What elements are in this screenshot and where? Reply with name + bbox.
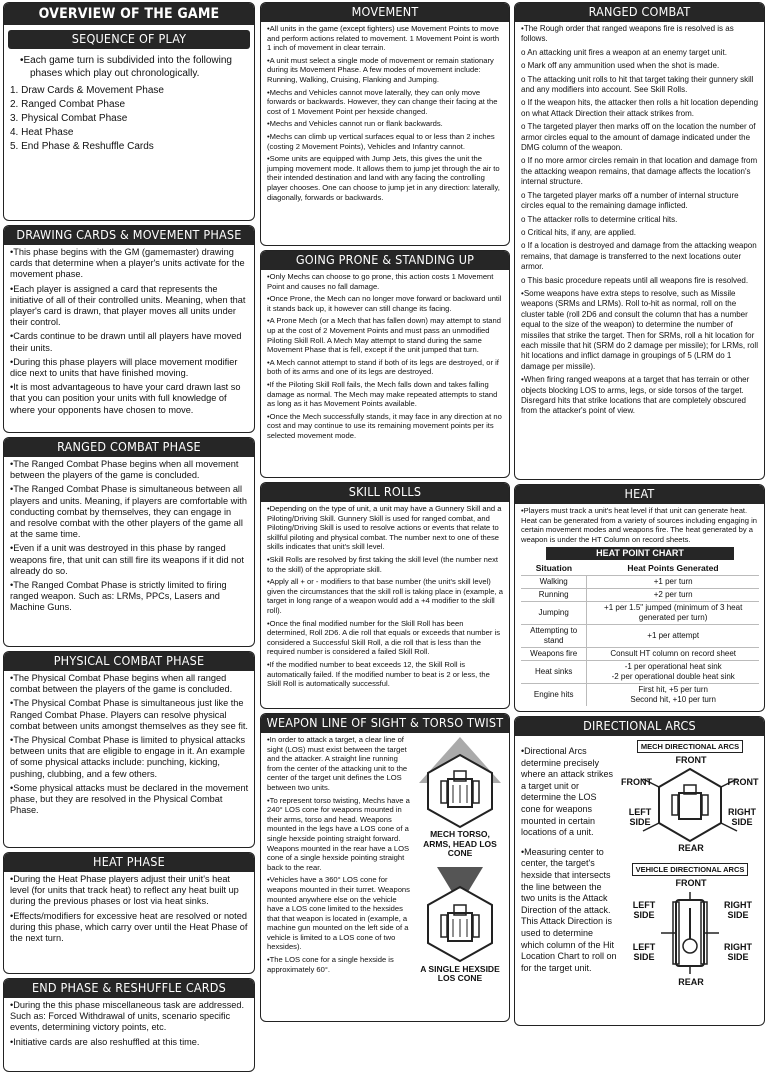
prone-title: GOING PRONE & STANDING UP <box>261 251 509 270</box>
situation-header: Situation <box>535 563 573 574</box>
points-cell: -1 per operational heat sink -2 per operational double heat sink <box>587 660 759 683</box>
mech-arcs-diagram <box>621 755 759 855</box>
vehicle-left-top-label: LEFT SIDE <box>632 900 656 920</box>
physical-phase-body <box>4 671 254 847</box>
bullet: • The Physical Combat Phase is limited to physical attacks between units that are eligible to engage in it. An example of some physical attacks include: punching, kicking, pushing, clubbing, and a few others. <box>10 735 249 780</box>
bullet: • Once the Mech successfully stands, it may face in any direction at no cost and may continue to use its remaining movement points per its selected movement mode. <box>267 412 504 441</box>
bullet: • Effects/modifiers for excessive heat are resolved or noted during this phase, which carry over until the Heat Phase of the next turn. <box>10 911 249 945</box>
step: o This basic procedure repeats until all weapons fire is resolved. <box>521 276 759 286</box>
bullet: • Mechs and Vehicles cannot move laterally, they can only move forwards or backwards. However, they can change their facing at the cost of 1 Movement Point per hexside changed. <box>267 88 504 117</box>
step: o If no more armor circles remain in that location and damage from the attacking weapon remains, that damage affects the location's internal structure. <box>521 156 759 187</box>
right-side-label: RIGHT SIDE <box>728 807 756 827</box>
bullet: • It is most advantageous to have your card drawn last so that you can position your units with full knowledge of where your opponents have chosen to move. <box>10 382 249 416</box>
step: o An attacking unit fires a weapon at an enemy target unit. <box>521 48 759 58</box>
mech-los-cone-diagram <box>417 735 503 830</box>
heat-panel <box>514 484 765 712</box>
bullet: • Mechs can climb up vertical surfaces equal to or less than 2 inches (costing 2 Movement Points), Vehicles and Infantry cannot. <box>267 132 504 151</box>
bullet: • Skill Rolls are resolved by first taking the skill level (the number next to the skill) of the appropriate skill. <box>267 555 504 574</box>
vehicle-hex-icon <box>621 878 759 988</box>
bullet: • Players must track a unit's heat level if that unit can generate heat. Heat can be generated from a variety of sources including engaging in certain movement modes and weapons fire. The heat generated by a weapon is under the HT Column on record sheets. <box>521 506 759 544</box>
bullet: • Depending on the type of unit, a unit may have a Gunnery Skill and a Piloting/Driving Skill. Gunnery Skill is used for ranged combat, and Piloting/Driving Skill is used to resolve actions or events that relate to skillful piloting and physical combat. The number next to one of these skills indicates that unit's skill level. <box>267 504 504 552</box>
heat-phase-title: HEAT PHASE <box>4 853 254 872</box>
front-right-label: FRONT <box>727 777 759 787</box>
heat-body <box>515 504 764 711</box>
end-phase-body <box>4 998 254 1071</box>
bullet: • All units in the game (except fighters) use Movement Points to move and perform actions related to movement. 1 Movement Point is worth 1 inch of movement in clear terrain. <box>267 24 504 53</box>
bullet: • A Prone Mech (or a Mech that has fallen down) may attempt to stand up at the cost of 2 Movement Points and must pass an unmodified Piloting Skill Roll. A Mech May attempt to stand during the same Movement Phase that is fell, except if the unit jumped that turn. <box>267 316 504 354</box>
ranged-combat-title: RANGED COMBAT <box>515 3 764 22</box>
bullet: • Mechs and Vehicles cannot run or flank backwards. <box>267 119 504 129</box>
points-header: Heat Points Generated <box>627 563 719 574</box>
sequence-body <box>4 49 254 220</box>
skill-title: SKILL ROLLS <box>261 483 509 502</box>
bullet: • In order to attack a target, a clear line of sight (LOS) must exist between the target and the attacker. A straight line running from the center of the attacking unit to the center of the target unit defines the LOS between two units. <box>267 735 412 793</box>
mech-los-label: MECH TORSO, ARMS, HEAD LOS CONE <box>423 829 497 859</box>
table-row <box>521 588 759 601</box>
heat-title: HEAT <box>515 485 764 504</box>
heat-phase-body <box>4 872 254 973</box>
right-column <box>514 2 765 1026</box>
bullet: • To represent torso twisting, Mechs have a 240° LOS cone for weapons mounted in their arms, torso and head. Weapons mounted in the legs have a LOS cone of a single hexside pointing straight forward. Weapons mounted in the rear have a LOS cone of a single hexside pointing straight back to the rear. <box>267 796 412 873</box>
bullet: • The LOS cone for a single hexside is approximately 60°. <box>267 955 412 974</box>
bullet: • Cards continue to be drawn until all players have moved their units. <box>10 331 249 353</box>
mech-hex-icon <box>621 755 759 855</box>
vehicle-right-bottom-label: RIGHT SIDE <box>724 942 752 962</box>
situation-cell: Weapons fire <box>521 647 587 660</box>
vehicle-rear-label: REAR <box>678 977 704 987</box>
middle-column <box>260 2 510 1022</box>
los-panel <box>260 713 510 1022</box>
bullet: • During the Heat Phase players adjust their unit's heat level (for units that track heat) to reflect any heat built up during the previous phases or lost via heat sinks. <box>10 874 249 908</box>
overview-panel <box>3 2 255 221</box>
ranged-phase-panel <box>3 437 255 647</box>
bullet: • Even if a unit was destroyed in this phase by ranged weapons fire, that unit can still fire its weapons if it did not already do so. <box>10 543 249 577</box>
step: o The targeted player then marks off on the location the number of armor circles equal to the amount of damage indicated under the DMG column of the weapon. <box>521 122 759 153</box>
table-row <box>521 647 759 660</box>
overview-title: OVERVIEW OF THE GAME <box>4 3 254 25</box>
vehicle-right-top-label: RIGHT SIDE <box>724 900 752 920</box>
movement-panel <box>260 2 510 246</box>
step: o Critical hits, if any, are applied. <box>521 228 759 238</box>
skill-body <box>261 502 509 708</box>
situation-cell: Jumping <box>521 601 587 624</box>
ranged-combat-panel <box>514 2 765 480</box>
situation-cell: Attempting to stand <box>521 624 587 647</box>
phase-list <box>10 84 249 154</box>
left-column <box>3 2 255 1072</box>
bullet: • Some units are equipped with Jump Jets, this gives the unit the jumping movement mode. It allows them to jump jet through the air to their intended destination and land with any facing the controlling player chooses. One can choose to jump jet in any direction: laterally, diagonally, forwards or backwards. <box>267 154 504 202</box>
los-figures <box>416 735 504 1019</box>
bullet: • Once Prone, the Mech can no longer move forward or backward until it stands back up, it however can still change its facing. <box>267 294 504 313</box>
physical-phase-panel <box>3 651 255 848</box>
phase-item: 5. End Phase & Reshuffle Cards <box>10 141 154 152</box>
mech-arcs-label: MECH DIRECTIONAL ARCS <box>637 740 743 753</box>
bullet: • Measuring center to center, the target's hexside that intersects the line between the two units is the Attack Direction of the attack. This Attack Direction is used to determine which column of the Hit Location Chart to roll on for the target unit. <box>521 847 617 975</box>
vehicle-front-label: FRONT <box>675 878 707 888</box>
arcs-title: DIRECTIONAL ARCS <box>515 717 764 736</box>
step: o If a location is destroyed and damage from the attacking weapon remains, that damage is transferred to the next locations outer armor. <box>521 241 759 272</box>
bullet: • A Mech cannot attempt to stand if both of its legs are destroyed, or if both of its arms and one of its legs are destroyed. <box>267 358 504 377</box>
hexside-cone-label: A SINGLE HEXSIDE LOS CONE <box>420 963 500 984</box>
drawing-title: DRAWING CARDS & MOVEMENT PHASE <box>4 226 254 245</box>
drawing-body <box>4 245 254 432</box>
bullet: • The Ranged Combat Phase begins when all movement between the players of the game is concluded. <box>10 459 249 481</box>
arcs-figures <box>621 738 759 1023</box>
arcs-text <box>521 738 617 1023</box>
heat-phase-panel <box>3 852 255 974</box>
left-side-label: LEFT SIDE <box>628 807 652 827</box>
step: o The targeted player marks off a number of internal structure circles equal to the remaining damage inflicted. <box>521 191 759 212</box>
movement-title: MOVEMENT <box>261 3 509 22</box>
table-row <box>521 683 759 706</box>
bullet: • This phase begins with the GM (gamemaster) drawing cards that determine when a player's units activate for the movement phase. <box>10 247 249 281</box>
situation-cell: Heat sinks <box>521 660 587 683</box>
bullet: • The Rough order that ranged weapons fire is resolved is as follows. <box>521 24 759 45</box>
table-row <box>521 660 759 683</box>
vehicle-arcs-label: VEHICLE DIRECTIONAL ARCS <box>632 863 749 876</box>
bullet: • When firing ranged weapons at a target that has terrain or other objects blocking LOS to arms, legs, or side torsos of the target. Disregard hits that strike locations that are completely obscured from the attacker's point of view. <box>521 375 759 417</box>
step: o The attacking unit rolls to hit that target taking their gunnery skill and any modifiers into account. See Skill Rolls. <box>521 75 759 96</box>
points-cell: +1 per turn <box>587 575 759 588</box>
phase-item: 4. Heat Phase <box>10 127 74 138</box>
situation-cell: Engine hits <box>521 683 587 706</box>
bullet: • The Ranged Combat Phase is simultaneous between all players and units. Meaning, if players are comfortable with conducting combat by themselves, they can engage in and resolve combat with the other players of the game all at the same time. <box>10 484 249 540</box>
points-cell: Consult HT column on record sheet <box>587 647 759 660</box>
table-row <box>521 575 759 588</box>
bullet: • The Ranged Combat Phase is strictly limited to firing ranged weapon. Such as: LRMs, PPCs, Lasers and Machine Guns. <box>10 580 249 614</box>
ranged-phase-body <box>4 457 254 646</box>
prone-body <box>261 270 509 477</box>
los-body <box>261 733 509 1021</box>
heat-point-table <box>521 563 759 706</box>
bullet: • The Physical Combat Phase is simultaneous just like the Ranged Combat Phase. Players can resolve physical combat between units amongst themselves as they see fit. <box>10 698 249 732</box>
bullet: • Apply all + or - modifiers to that base number (the unit's skill level) given the circumstances that the skill roll is taking place in (example, a target in long range of a weapon would add a +4 modifier to the skill roll). <box>267 577 504 615</box>
movement-body <box>261 22 509 245</box>
points-cell: +1 per 1.5" jumped (minimum of 3 heat generated per turn) <box>587 601 759 624</box>
bullet: • Initiative cards are also reshuffled at this time. <box>10 1037 249 1048</box>
bullet: • Each player is assigned a card that represents the initiative of all of their controlled units. Meaning, when that player's card is drawn, that player moves all units under their control. <box>10 284 249 329</box>
bullet: • During this phase players will place movement modifier dice next to units that have finished moving. <box>10 357 249 379</box>
ranged-phase-title: RANGED COMBAT PHASE <box>4 438 254 457</box>
bullet: • Some weapons have extra steps to resolve, such as Missile weapons (SRMs and LRMs). Roll to-hit as normal, roll on the cluster table (roll 2D6 and consult the column that has a number equal to the size of the weapon) to determine the number of missiles that strike the target. Then for SRMs, roll a hit location for each missile that hit (SRM do 2 damage per missile); for LRMs, roll hit locations and inflict damage in groupings of 5 (LRM do 1 damage per missile). <box>521 289 759 372</box>
drawing-panel <box>3 225 255 433</box>
end-phase-panel <box>3 978 255 1072</box>
sequence-title: SEQUENCE OF PLAY <box>8 30 250 49</box>
step: o The attacker rolls to determine critical hits. <box>521 215 759 225</box>
end-phase-title: END PHASE & RESHUFFLE CARDS <box>4 979 254 998</box>
phase-item: 2. Ranged Combat Phase <box>10 99 126 110</box>
skill-panel <box>260 482 510 709</box>
points-cell: +2 per turn <box>587 588 759 601</box>
bullet: • The Physical Combat Phase begins when all ranged combat between the players of the game is concluded. <box>10 673 249 695</box>
physical-phase-title: PHYSICAL COMBAT PHASE <box>4 652 254 671</box>
phase-item: 3. Physical Combat Phase <box>10 113 128 124</box>
situation-cell: Running <box>521 588 587 601</box>
single-hexside-cone-diagram <box>417 865 503 965</box>
arcs-panel <box>514 716 765 1026</box>
vehicle-arcs-diagram <box>621 878 759 988</box>
rear-label: REAR <box>678 843 704 853</box>
phase-item: 1. Draw Cards & Movement Phase <box>10 85 164 96</box>
sequence-intro: • Each game turn is subdivided into the following phases which play out chronologically. <box>20 55 249 80</box>
step: o Mark off any ammunition used when the shot is made. <box>521 61 759 71</box>
heat-rows <box>521 575 759 706</box>
arcs-body <box>515 736 764 1025</box>
front-left-label: FRONT <box>621 777 652 787</box>
bullet: • If the Piloting Skill Roll fails, the Mech falls down and takes falling damage as normal. The Mech may make repeated attempts to stand as long as it has Movement Points available. <box>267 380 504 409</box>
vehicle-left-bottom-label: LEFT SIDE <box>632 942 656 962</box>
prone-panel <box>260 250 510 478</box>
front-label: FRONT <box>675 755 707 765</box>
table-row <box>521 624 759 647</box>
bullet: • A unit must select a single mode of movement or remain stationary during its Movement Phase. A few modes of movement include: Running, Walking, Cruising, Flanking and Jumping. <box>267 56 504 85</box>
los-text <box>267 735 412 1019</box>
bullet: • Vehicles have a 360° LOS cone for weapons mounted in their turret. Weapons mounted anywhere else on the vehicle have a LOS cone limited to the hexsides that that weapon is located in (example, a machine gun mounted on the left side of a vehicle is limited to a LOS cone of two hexsides). <box>267 875 412 952</box>
points-cell: First hit, +5 per turn Second hit, +10 per turn <box>587 683 759 706</box>
heat-chart-title: HEAT POINT CHART <box>546 547 734 560</box>
situation-cell: Walking <box>521 575 587 588</box>
points-cell: +1 per attempt <box>587 624 759 647</box>
bullet: • Some physical attacks must be declared in the movement phase, but they are resolved in the Physical Combat Phase. <box>10 783 249 817</box>
ranged-combat-body <box>515 22 764 479</box>
bullet: • Only Mechs can choose to go prone, this action costs 1 Movement Point and causes no fall damage. <box>267 272 504 291</box>
table-header-row <box>521 563 759 575</box>
bullet: • During the this phase miscellaneous task are addressed. Such as: Forced Withdrawal of units, scenario specific events, determining victory points, etc. <box>10 1000 249 1034</box>
bullet: • Directional Arcs determine precisely where an attack strikes a target unit or determine the LOS cone for weapons mounted in certain locations of a unit. <box>521 746 617 839</box>
bullet: • If the modified number to beat exceeds 12, the Skill Roll is automatically failed. If the modified number to beat is 2 or less, the Skill Roll is automatically successful. <box>267 660 504 689</box>
table-row <box>521 601 759 624</box>
los-title: WEAPON LINE OF SIGHT & TORSO TWIST <box>261 714 509 733</box>
step: o If the weapon hits, the attacker then rolls a hit location depending on what Attack Direction their attack strikes from. <box>521 98 759 119</box>
bullet: • Once the final modified number for the Skill Roll has been determined, Roll 2D6. A die roll that equals or exceeds that number is considered a Successful Skill Roll, a die roll that is less than the required number is considered a failed Skill Roll. <box>267 619 504 657</box>
